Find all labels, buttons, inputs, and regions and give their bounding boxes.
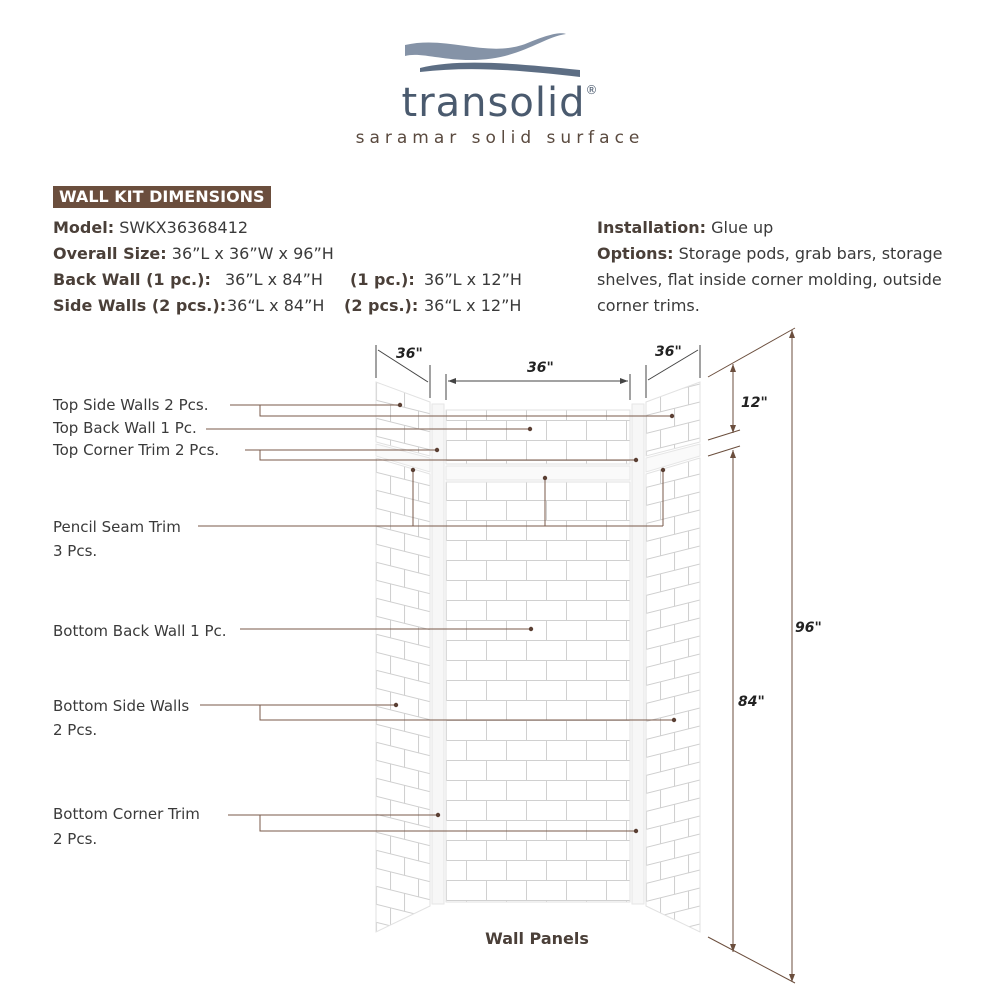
left-width-label: 36": [396, 346, 423, 362]
callout-top-back-wall: Top Back Wall 1 Pc.: [53, 419, 197, 437]
arrow-back-width-right: [620, 378, 628, 384]
mid-ext-line-a: [708, 430, 740, 440]
model-value: SWKX36368412: [119, 218, 249, 237]
callout-bottom-corner-line1: Bottom Corner Trim: [53, 805, 200, 823]
brand-name-text: transolid: [401, 80, 586, 126]
callout-bottom-corner-line2: 2 Pcs.: [53, 830, 98, 848]
dot-top-corner-left: [435, 448, 439, 452]
side-walls-top-value: 36“L x 12”H: [424, 296, 522, 315]
registered-mark: ®: [585, 83, 599, 97]
height-dimension-arrows: [730, 330, 795, 982]
back-wall-label: Back Wall (1 pc.):: [53, 270, 211, 289]
arrow-back-width-left: [448, 378, 456, 384]
right-bottom-side-panel: [646, 458, 700, 932]
dot-top-side-right: [670, 414, 674, 418]
dot-pencil-mid: [543, 476, 547, 480]
top-ext-line: [708, 328, 795, 377]
callout-top-side-walls: Top Side Walls 2 Pcs.: [53, 396, 209, 414]
installation-label: Installation:: [597, 218, 706, 237]
callout-bottom-side-line1: Bottom Side Walls: [53, 697, 190, 715]
brand-tagline: saramar solid surface: [355, 128, 645, 148]
side-walls-top-label: (2 pcs.):: [344, 296, 419, 315]
back-wall: [446, 410, 630, 902]
side-walls-label: Side Walls (2 pcs.):: [53, 296, 227, 315]
top-height-label: 12": [741, 395, 768, 411]
arrow-bottom-height-up: [730, 450, 736, 458]
model-label: Model:: [53, 218, 115, 237]
back-wall-top-label: (1 pc.):: [350, 270, 415, 289]
dot-bottom-side-left: [394, 703, 398, 707]
bottom-ext-line: [708, 937, 795, 983]
back-wall-value: 36”L x 84”H: [225, 270, 323, 289]
diagram-caption: Wall Panels: [485, 929, 589, 948]
left-bottom-side-panel: [376, 458, 430, 932]
callout-bottom-side-line2: 2 Pcs.: [53, 721, 98, 739]
dot-top-back-wall: [528, 427, 532, 431]
overall-label: Overall Size:: [53, 244, 167, 263]
dot-top-corner-right: [634, 458, 638, 462]
left-top-side-panel: [376, 382, 430, 456]
total-height-label: 96": [795, 620, 822, 636]
side-walls-value: 36“L x 84”H: [227, 296, 325, 315]
dot-pencil-left: [411, 468, 415, 472]
options-value-line2: shelves, flat inside corner molding, outside: [597, 270, 942, 289]
options-value-line3: corner trims.: [597, 296, 700, 315]
overall-value: 36”L x 36”W x 96”H: [171, 244, 334, 263]
section-title: WALL KIT DIMENSIONS: [53, 186, 271, 208]
right-corner-trim: [632, 404, 644, 904]
right-top-side-panel: [646, 382, 700, 456]
dot-bottom-side-right: [672, 718, 676, 722]
top-back-panel: [446, 410, 630, 464]
pencil-seam-back: [446, 466, 630, 480]
bottom-height-label: 84": [738, 694, 765, 710]
dot-pencil-right: [661, 468, 665, 472]
options-value-line1: Storage pods, grab bars, storage: [678, 244, 943, 263]
right-width-label: 36": [655, 344, 682, 360]
callout-pencil-seam-line1: Pencil Seam Trim: [53, 518, 181, 536]
dot-top-side-left: [398, 403, 402, 407]
mid-ext-line-b: [708, 446, 740, 456]
bottom-back-panel: [446, 482, 630, 902]
dot-bottom-corner-right: [634, 829, 638, 833]
back-width-label: 36": [527, 360, 554, 376]
dot-bottom-back-wall: [529, 627, 533, 631]
height-dimension-lines: [708, 328, 795, 983]
callout-bottom-back-wall: Bottom Back Wall 1 Pc.: [53, 622, 227, 640]
dot-bottom-corner-left: [436, 813, 440, 817]
callout-pencil-seam-line2: 3 Pcs.: [53, 542, 98, 560]
callout-top-corner-trim: Top Corner Trim 2 Pcs.: [53, 441, 220, 459]
left-corner-trim: [432, 404, 444, 904]
options-label: Options:: [597, 244, 674, 263]
installation-value: Glue up: [711, 218, 774, 237]
back-wall-top-value: 36”L x 12”H: [424, 270, 522, 289]
arrow-top-height-up: [730, 364, 736, 372]
